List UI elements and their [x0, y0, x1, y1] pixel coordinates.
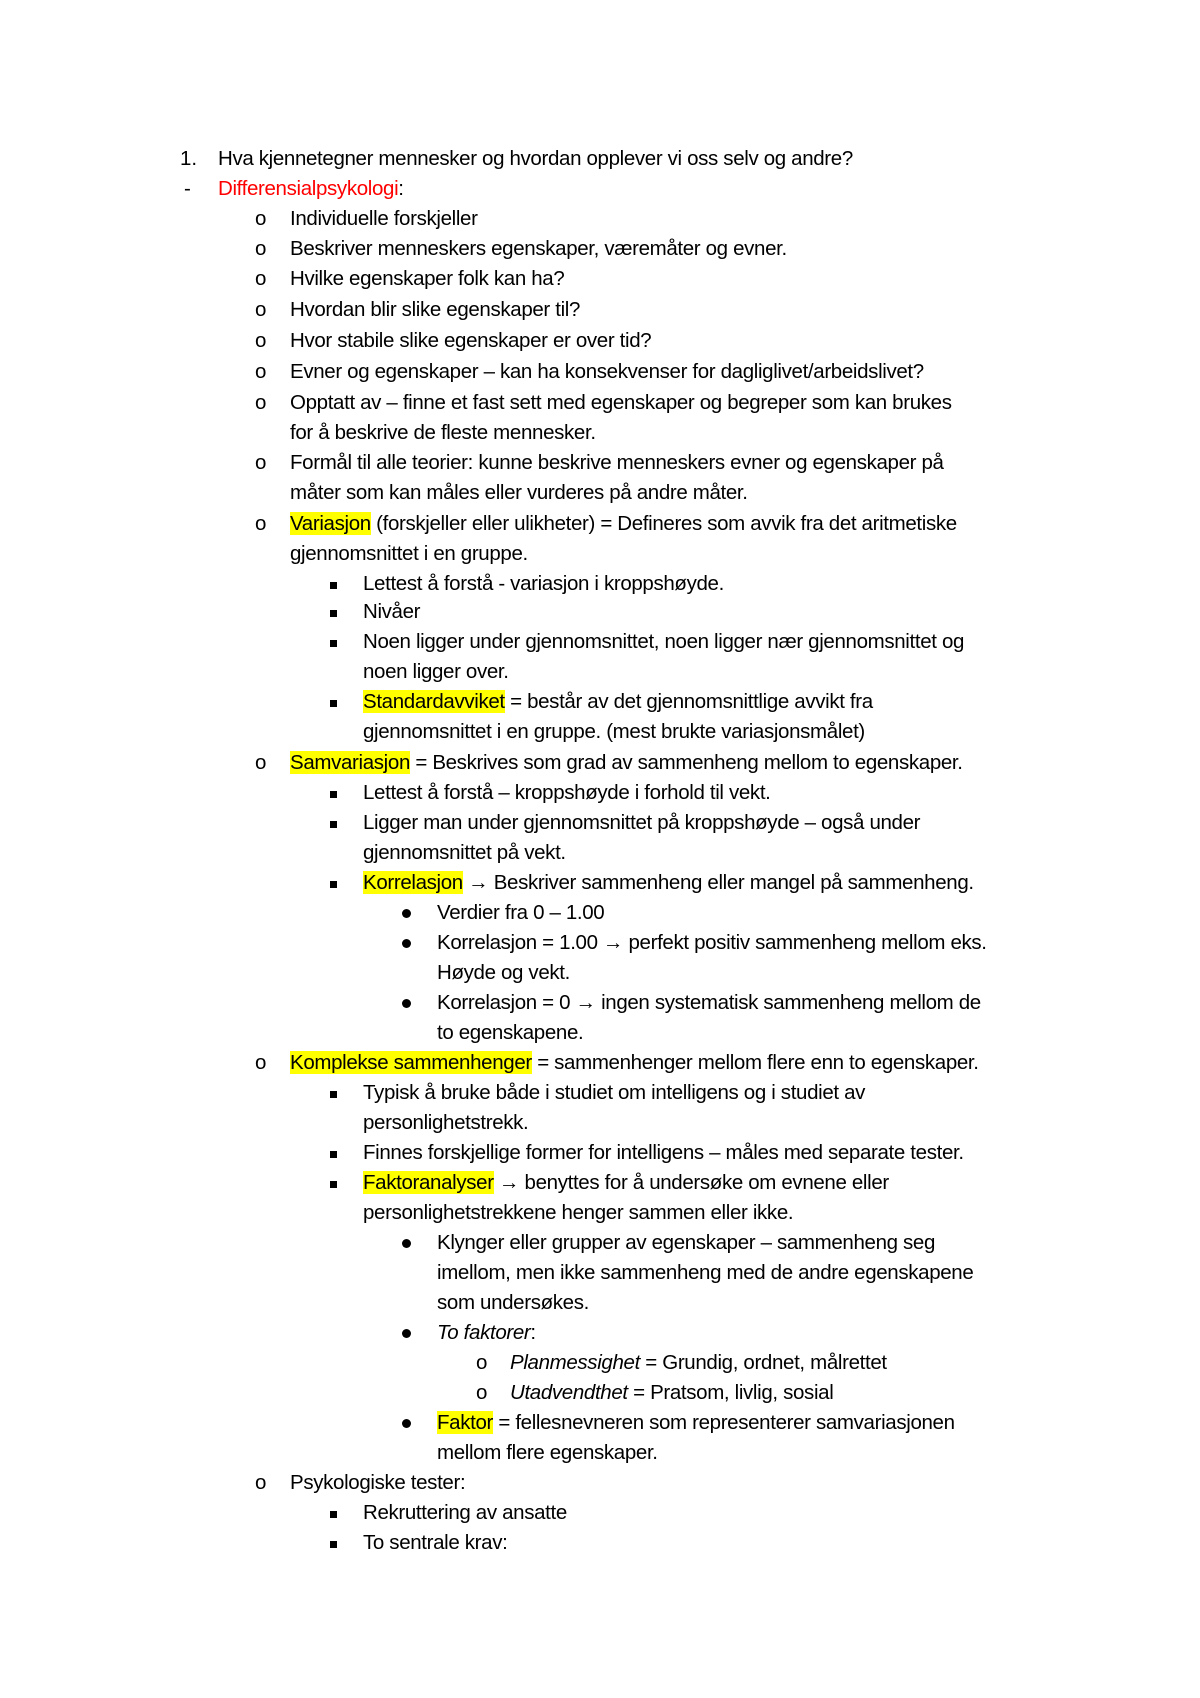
square-bullet — [330, 582, 337, 589]
section-title — [218, 175, 404, 203]
heading-number: 1. — [180, 147, 198, 170]
square-bullet — [330, 881, 337, 888]
list-item: Hvordan blir slike egenskaper til? — [290, 298, 581, 321]
term-definition: = består av det gjennomsnittlige avvikt fra — [504, 690, 873, 713]
list-item-continuation: gjennomsnittet i en gruppe. (mest brukte variasjonsmålet) — [363, 720, 865, 743]
dot-bullet — [402, 1239, 411, 1248]
list-item-continuation: mellom flere egenskaper. — [437, 1441, 658, 1464]
highlighted-term: Variasjon — [290, 512, 371, 535]
highlighted-term: Komplekse sammenhenger — [290, 1051, 532, 1074]
term-definition: = Grundig, ordnet, målrettet — [639, 1351, 887, 1374]
list-item — [363, 688, 873, 716]
term-definition: benyttes for å undersøke om evnene eller — [519, 1171, 889, 1194]
list-item: Psykologiske tester: — [290, 1471, 466, 1494]
circle-bullet: o — [476, 1381, 488, 1404]
list-item: Noen ligger under gjennomsnittet, noen ligger nær gjennomsnittet og — [363, 630, 965, 653]
list-item: Ligger man under gjennomsnittet på kroppshøyde – også under — [363, 811, 921, 834]
square-bullet — [330, 640, 337, 647]
section-title-text: Differensialpsykologi — [218, 177, 399, 200]
arrow-icon: → — [499, 1171, 520, 1194]
list-item-continuation: personlighetstrekkene henger sammen eller ikke. — [363, 1201, 794, 1224]
section-title-colon: : — [398, 177, 404, 200]
section-dash: - — [184, 177, 191, 200]
term-definition: = Beskrives som grad av sammenheng mellom to egenskaper. — [410, 751, 963, 774]
correlation-value: Korrelasjon = 0 — [437, 991, 576, 1014]
circle-bullet: o — [255, 751, 267, 774]
square-bullet — [330, 1541, 337, 1548]
highlighted-term: Faktor — [437, 1411, 493, 1434]
list-item-continuation: noen ligger over. — [363, 660, 509, 683]
circle-bullet: o — [255, 329, 267, 352]
list-item: Opptatt av – finne et fast sett med egenskaper og begreper som kan brukes — [290, 391, 952, 414]
term-definition: = fellesnevneren som representerer samvariasjonen — [493, 1411, 955, 1434]
circle-bullet: o — [255, 298, 267, 321]
list-item — [290, 510, 957, 538]
list-item-continuation: for å beskrive de fleste mennesker. — [290, 421, 596, 444]
circle-bullet: o — [255, 451, 267, 474]
square-bullet — [330, 821, 337, 828]
square-bullet — [330, 1151, 337, 1158]
square-bullet — [330, 700, 337, 707]
list-item-continuation: gjennomsnittet i en gruppe. — [290, 542, 528, 565]
list-item: Formål til alle teorier: kunne beskrive menneskers evner og egenskaper på — [290, 451, 944, 474]
circle-bullet: o — [255, 207, 267, 230]
list-item-continuation: personlighetstrekk. — [363, 1111, 529, 1134]
list-item-continuation: gjennomsnittet på vekt. — [363, 841, 566, 864]
circle-bullet: o — [255, 360, 267, 383]
list-item: Hvor stabile slike egenskaper er over tid? — [290, 329, 652, 352]
list-item — [290, 749, 963, 777]
list-item: Beskriver menneskers egenskaper, væremåter og evner. — [290, 237, 787, 260]
list-item — [363, 1169, 889, 1197]
term-definition: Beskriver sammenheng eller mangel på sammenheng. — [488, 871, 974, 894]
arrow-icon: → — [603, 931, 624, 954]
circle-bullet: o — [476, 1351, 488, 1374]
highlighted-term: Korrelasjon — [363, 871, 463, 894]
list-item-continuation: imellom, men ikke sammenheng med de andre egenskapene — [437, 1261, 974, 1284]
arrow-icon: → — [468, 871, 489, 894]
list-item: Verdier fra 0 – 1.00 — [437, 901, 605, 924]
list-item — [437, 929, 987, 957]
list-item: Hvilke egenskaper folk kan ha? — [290, 267, 565, 290]
highlighted-term: Samvariasjon — [290, 751, 410, 774]
highlighted-term: Standardavviket — [363, 690, 505, 713]
list-item: Lettest å forstå – kroppshøyde i forhold til vekt. — [363, 781, 771, 804]
list-item — [510, 1349, 887, 1377]
highlighted-term: Faktoranalyser — [363, 1171, 494, 1194]
square-bullet — [330, 791, 337, 798]
heading-text: Hva kjennetegner mennesker og hvordan opplever vi oss selv og andre? — [218, 147, 853, 170]
dot-bullet — [402, 999, 411, 1008]
italic-term: Utadvendthet — [510, 1381, 628, 1404]
list-item-continuation: måter som kan måles eller vurderes på andre måter. — [290, 481, 748, 504]
italic-term: To faktorer — [437, 1321, 531, 1344]
list-item: To sentrale krav: — [363, 1531, 508, 1554]
circle-bullet: o — [255, 1051, 267, 1074]
arrow-icon: → — [575, 991, 596, 1014]
circle-bullet: o — [255, 237, 267, 260]
circle-bullet: o — [255, 1471, 267, 1494]
list-item: Finnes forskjellige former for intelligens – måles med separate tester. — [363, 1141, 964, 1164]
list-item-continuation: to egenskapene. — [437, 1021, 584, 1044]
list-item: Individuelle forskjeller — [290, 207, 478, 230]
list-item: Rekruttering av ansatte — [363, 1501, 567, 1524]
dot-bullet — [402, 939, 411, 948]
term-definition: = Pratsom, livlig, sosial — [627, 1381, 834, 1404]
correlation-description: ingen systematisk sammenheng mellom de — [595, 991, 981, 1014]
list-item — [363, 869, 974, 897]
square-bullet — [330, 1181, 337, 1188]
dot-bullet — [402, 909, 411, 918]
list-item: Typisk å bruke både i studiet om intelligens og i studiet av — [363, 1081, 866, 1104]
correlation-value: Korrelasjon = 1.00 — [437, 931, 603, 954]
list-item — [437, 989, 981, 1017]
circle-bullet: o — [255, 512, 267, 535]
list-item-continuation: Høyde og vekt. — [437, 961, 570, 984]
list-item — [290, 1049, 979, 1077]
term-definition: (forskjeller eller ulikheter) = Defineres som avvik fra det aritmetiske — [370, 512, 957, 535]
list-item: Klynger eller grupper av egenskaper – sammenheng seg — [437, 1231, 936, 1254]
list-item: Evner og egenskaper – kan ha konsekvenser for dagliglivet/arbeidslivet? — [290, 360, 924, 383]
circle-bullet: o — [255, 267, 267, 290]
term-definition: = sammenhenger mellom flere enn to egenskaper. — [531, 1051, 979, 1074]
list-item — [437, 1409, 955, 1437]
square-bullet — [330, 1511, 337, 1518]
square-bullet — [330, 1091, 337, 1098]
list-item — [510, 1379, 833, 1407]
list-item: Lettest å forstå - variasjon i kroppshøyde. — [363, 572, 724, 595]
term-suffix: : — [530, 1321, 536, 1344]
italic-term: Planmessighet — [510, 1351, 640, 1374]
list-item — [437, 1319, 536, 1347]
list-item-continuation: som undersøkes. — [437, 1291, 589, 1314]
circle-bullet: o — [255, 391, 267, 414]
square-bullet — [330, 610, 337, 617]
list-item: Nivåer — [363, 600, 421, 623]
dot-bullet — [402, 1419, 411, 1428]
correlation-description: perfekt positiv sammenheng mellom eks. — [623, 931, 987, 954]
dot-bullet — [402, 1329, 411, 1338]
